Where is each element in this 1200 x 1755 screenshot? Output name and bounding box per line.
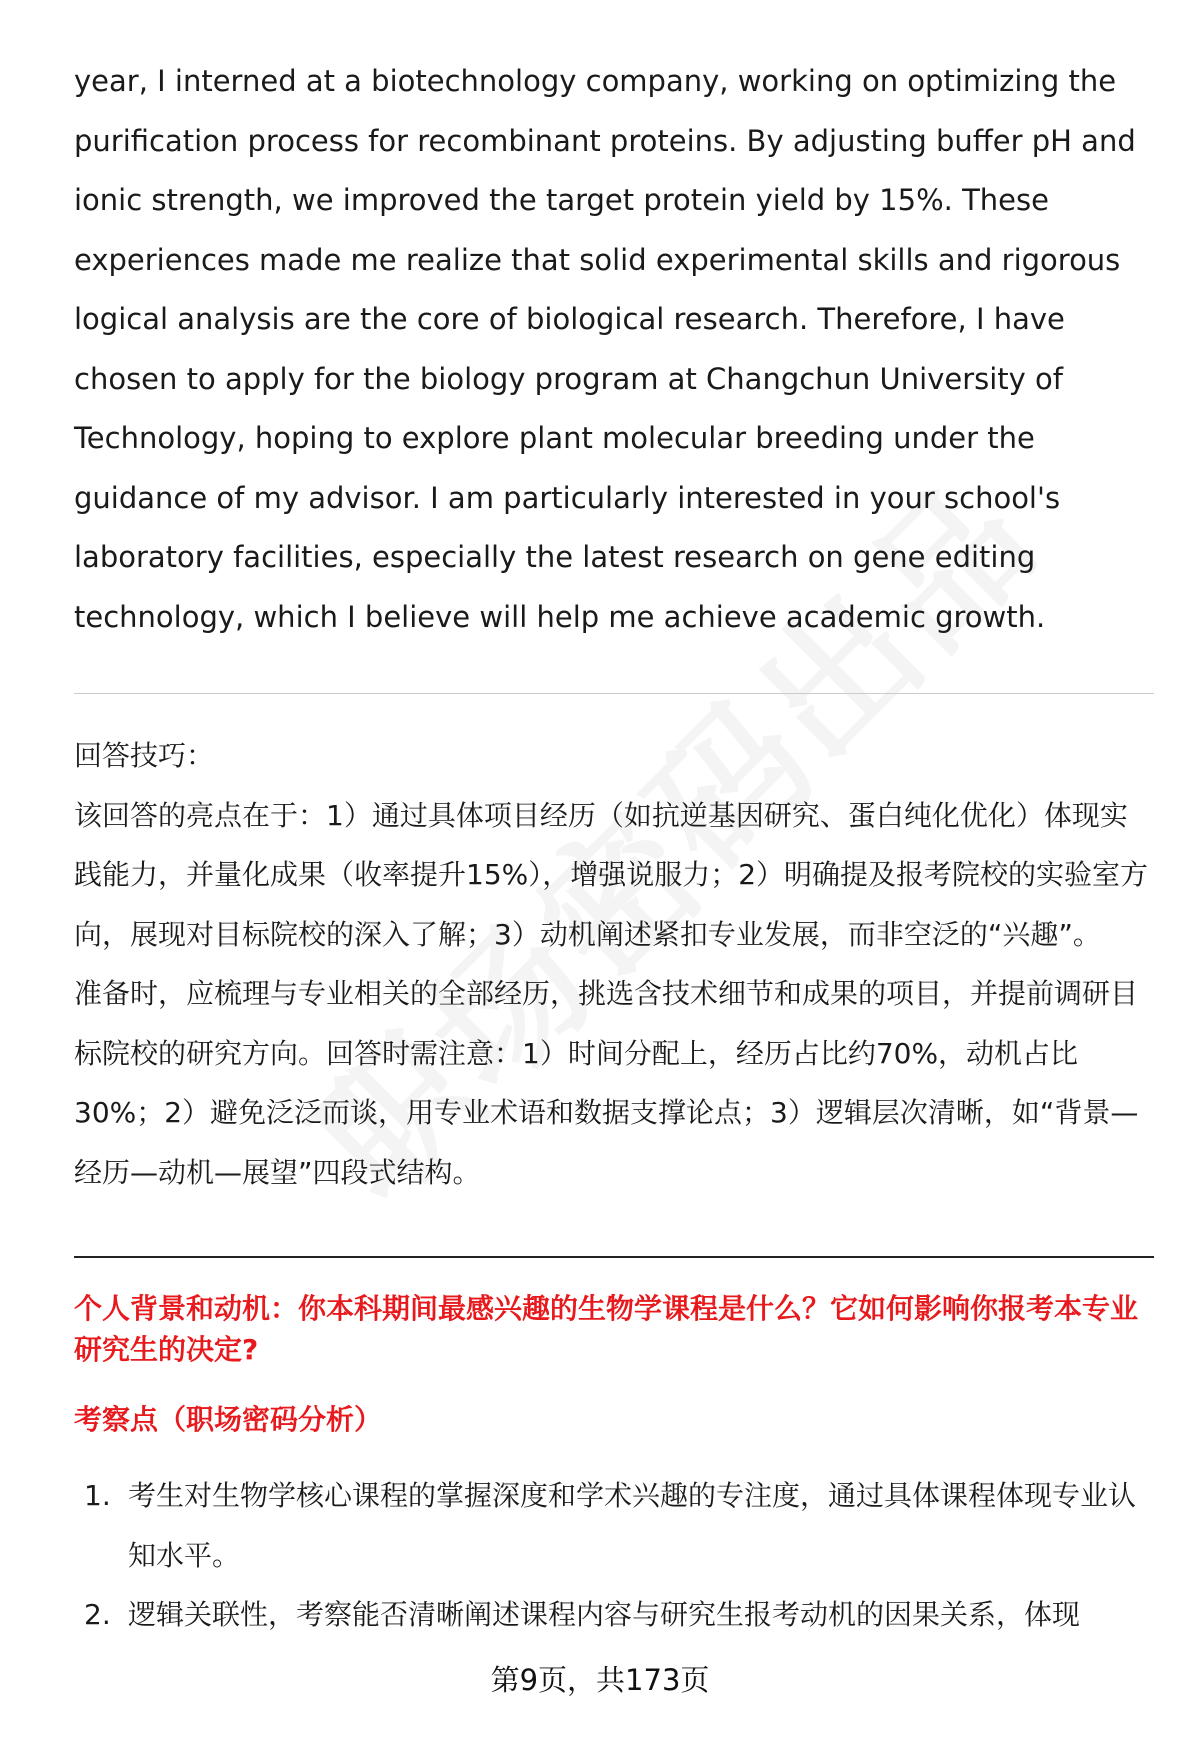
- exam-points-list: [74, 1466, 1154, 1645]
- tips-paragraph-2: 准备时，应梳理与专业相关的全部经历，挑选含技术细节和成果的项目，并提前调研目标院校的研究方向。回答时需注意：1）时间分配上，经历占比约70%，动机占比30%；2）避免泛泛而谈，用专业术语和数据支撑论点；3）逻辑层次清晰，如“背景—经历—动机—展望”四段式结构。: [74, 977, 1139, 1189]
- list-item-text: 考生对生物学核心课程的掌握深度和学术兴趣的专注度，通过具体课程体现专业认知水平。: [128, 1479, 1137, 1572]
- list-item-text: 逻辑关联性，考察能否清晰阐述课程内容与研究生报考动机的因果关系，体现: [128, 1598, 1081, 1631]
- page-number: 第9页，共173页: [490, 1663, 710, 1697]
- list-item-number: 2.: [84, 1598, 111, 1631]
- page-content: [74, 52, 1154, 1645]
- question-heading: 个人背景和动机：你本科期间最感兴趣的生物学课程是什么？它如何影响你报考本专业研究生的决定?: [74, 1292, 1139, 1366]
- question-divider: [74, 1256, 1154, 1258]
- exam-points-title: 考察点（职场密码分析）: [74, 1403, 383, 1436]
- list-item: [74, 1466, 1154, 1585]
- tips-paragraph-1: 该回答的亮点在于：1）通过具体项目经历（如抗逆基因研究、蛋白纯化优化）体现实践能力，并量化成果（收率提升15%），增强说服力；2）明确提及报考院校的实验室方向，展现对目标院校的深入了解；3）动机阐述紧扣专业发展，而非空泛的“兴趣”。: [74, 798, 1149, 951]
- section-divider: [74, 693, 1154, 694]
- tips-title: 回答技巧：: [74, 739, 215, 772]
- list-item-number: 1.: [84, 1479, 111, 1512]
- answer-paragraph: year, I interned at a biotechnology company, working on optimizing the purification process for recombinant proteins. By adjusting buffer pH and ionic strength, we improved the target protein yield by 15%. These experiences made me realize that solid experimental skills and rigorous logical analysis are the core of biological research. Therefore, I have chosen to apply for the biology program at Changchun University of Technology, hoping to explore plant molecular breeding under the guidance of my advisor. I am particularly interested in your school's laboratory facilities, especially the latest research on gene editing technology, which I believe will help me achieve academic growth.: [74, 64, 1136, 634]
- list-item: [74, 1585, 1154, 1645]
